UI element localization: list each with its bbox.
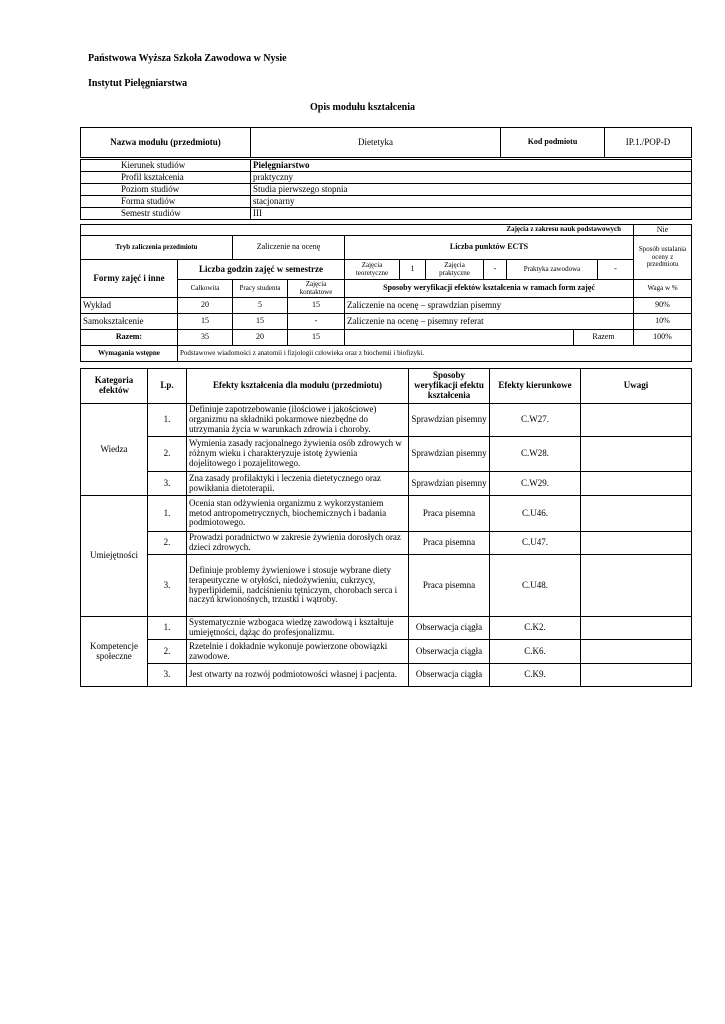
- col-contact-label: Zajęcia kontaktowe: [288, 280, 345, 298]
- module-name-label: Nazwa modułu (przedmiotu): [81, 128, 251, 158]
- effect-directional: C.U46.: [490, 496, 581, 532]
- effect-lp: 2.: [148, 640, 187, 664]
- effect-text: Wymienia zasady racjonalnego żywienia osób zdrowych w różnym wieku i charakteryzuje istotę żywienia dojelitowego i pozajelitowego.: [187, 437, 409, 472]
- effect-directional: C.W29.: [490, 472, 581, 496]
- info-label: Profil kształcenia: [81, 172, 251, 184]
- category-skills: Umiejętności: [81, 496, 148, 617]
- effect-verify: Praca pisemna: [409, 532, 490, 555]
- form-student: 15: [233, 314, 288, 330]
- module-name-value: Dietetyka: [251, 128, 501, 158]
- effect-directional: C.K9.: [490, 664, 581, 687]
- effect-notes: [581, 437, 692, 472]
- effect-notes: [581, 532, 692, 555]
- effect-text: Rzetelnie i dokładnie wykonuje powierzone obowiązki zawodowe.: [187, 640, 409, 664]
- form-weight: 10%: [634, 314, 692, 330]
- total-label: Razem:: [81, 330, 178, 346]
- effect-verify: Obserwacja ciągła: [409, 640, 490, 664]
- form-name: Wykład: [81, 298, 178, 314]
- weight-label: Waga w %: [634, 280, 692, 298]
- internship-value: -: [598, 260, 634, 280]
- info-label: Semestr studiów: [81, 208, 251, 220]
- basic-sciences-value: Nie: [634, 225, 692, 236]
- info-label: Kierunek studiów: [81, 160, 251, 172]
- effect-text: Prowadzi poradnictwo w zakresie żywienia dorosłych oraz dzieci zdrowych.: [187, 532, 409, 555]
- col-student-label: Pracy studenta: [233, 280, 288, 298]
- effect-lp: 3.: [148, 472, 187, 496]
- info-value: Studia pierwszego stopnia: [251, 184, 692, 196]
- effect-directional: C.W27.: [490, 404, 581, 437]
- assessment-mode-label: Tryb zaliczenia przedmiotu: [81, 236, 233, 260]
- form-method: Zaliczenie na ocenę – sprawdzian pisemny: [345, 298, 634, 314]
- effect-directional: C.U47.: [490, 532, 581, 555]
- effect-notes: [581, 404, 692, 437]
- effect-verify: Sprawdzian pisemny: [409, 404, 490, 437]
- module-table: [80, 127, 692, 158]
- forms-table: [80, 224, 692, 362]
- effect-directional: C.W28.: [490, 437, 581, 472]
- effect-directional: C.U48.: [490, 555, 581, 617]
- effect-verify: Sprawdzian pisemny: [409, 472, 490, 496]
- effect-directional: C.K2.: [490, 617, 581, 640]
- ects-label: Liczba punktów ECTS: [345, 236, 634, 260]
- form-contact: -: [288, 314, 345, 330]
- effect-notes: [581, 555, 692, 617]
- info-value: praktyczny: [251, 172, 692, 184]
- form-total: 15: [178, 314, 233, 330]
- effect-directional: C.K6.: [490, 640, 581, 664]
- effect-notes: [581, 496, 692, 532]
- effect-text: Ocenia stan odżywienia organizmu z wykorzystaniem metod antropometrycznych, biochemicznych i badania podmiotowego.: [187, 496, 409, 532]
- form-student: 5: [233, 298, 288, 314]
- effect-text: Definiuje zapotrzebowanie (ilościowe i jakościowe) organizmu na składniki pokarmowe niezbędne do utrzymania życia w warunkach zdrowia i choroby.: [187, 404, 409, 437]
- effect-lp: 1.: [148, 496, 187, 532]
- info-value: III: [251, 208, 692, 220]
- school-name: Państwowa Wyższa Szkoła Zawodowa w Nysie: [88, 53, 287, 64]
- theory-label: Zajęcia teoretyczne: [345, 260, 400, 280]
- module-code-value: IP.1./POP-D: [605, 128, 692, 158]
- form-method: Zaliczenie na ocenę – pisemny referat: [345, 314, 634, 330]
- effect-lp: 1.: [148, 404, 187, 437]
- total-contact: 15: [288, 330, 345, 346]
- effects-header-effects: Efekty kształcenia dla modułu (przedmiotu): [187, 369, 409, 404]
- total-label-2: Razem: [574, 330, 634, 346]
- effect-verify: Sprawdzian pisemny: [409, 437, 490, 472]
- hours-label: Liczba godzin zajęć w semestrze: [178, 260, 345, 280]
- verify-methods-label: Sposoby weryfikacji efektów kształcenia w ramach form zajęć: [345, 280, 634, 298]
- module-code-label: Kod podmiotu: [501, 128, 605, 158]
- info-label: Poziom studiów: [81, 184, 251, 196]
- effect-lp: 3.: [148, 555, 187, 617]
- total-student: 20: [233, 330, 288, 346]
- effect-notes: [581, 617, 692, 640]
- effect-text: Systematycznie wzbogaca wiedzę zawodową i kształtuje umiejętności, dążąc do profesjonalizmu.: [187, 617, 409, 640]
- total-weight: 100%: [634, 330, 692, 346]
- effect-notes: [581, 472, 692, 496]
- theory-value: 1: [400, 260, 426, 280]
- grading-method-label: Sposób ustalania oceny z przedmiotu: [634, 236, 692, 280]
- info-value: stacjonarny: [251, 196, 692, 208]
- effect-verify: Praca pisemna: [409, 555, 490, 617]
- effect-verify: Obserwacja ciągła: [409, 617, 490, 640]
- basic-sciences-label: Zajęcia z zakresu nauk podstawowych: [81, 225, 634, 236]
- form-name: Samokształcenie: [81, 314, 178, 330]
- form-contact: 15: [288, 298, 345, 314]
- info-label: Forma studiów: [81, 196, 251, 208]
- total-hours: 35: [178, 330, 233, 346]
- institute-name: Instytut Pielęgniarstwa: [88, 78, 188, 89]
- effects-table: [80, 368, 692, 687]
- effect-notes: [581, 640, 692, 664]
- document-title: Opis modułu kształcenia: [309, 102, 416, 113]
- effect-text: Jest otwarty na rozwój podmiotowości własnej i pacjenta.: [187, 664, 409, 687]
- effects-header-notes: Uwagi: [581, 369, 692, 404]
- forms-label: Formy zajęć i inne: [81, 260, 178, 298]
- effects-header-lp: Lp.: [148, 369, 187, 404]
- effect-lp: 3.: [148, 664, 187, 687]
- study-info-table: [80, 159, 692, 220]
- prerequisites-label: Wymagania wstępne: [81, 346, 178, 362]
- effect-notes: [581, 664, 692, 687]
- effect-verify: Praca pisemna: [409, 496, 490, 532]
- category-competences: Kompetencje społeczne: [81, 617, 148, 687]
- assessment-mode-value: Zaliczenie na ocenę: [233, 236, 345, 260]
- internship-label: Praktyka zawodowa: [507, 260, 598, 280]
- col-total-label: Całkowita: [178, 280, 233, 298]
- effect-lp: 2.: [148, 437, 187, 472]
- effects-header-directional: Efekty kierunkowe: [490, 369, 581, 404]
- effect-text: Zna zasady profilaktyki i leczenia dietetycznego oraz powikłania dietoterapii.: [187, 472, 409, 496]
- effect-text: Definiuje problemy żywieniowe i stosuje wybrane diety terapeutyczne w otyłości, niedożywieniu, cukrzycy, hyperlipidemii, nadciśnieniu tętniczym, chorobach serca i naczyń krwionośnych, trzustki i wątroby.: [187, 555, 409, 617]
- effect-lp: 2.: [148, 532, 187, 555]
- info-value: Pielęgniarstwo: [251, 160, 692, 172]
- total-empty-cell: [345, 330, 574, 346]
- effects-header-verify: Sposoby weryfikacji efektu kształcenia: [409, 369, 490, 404]
- practical-value: -: [484, 260, 507, 280]
- effect-lp: 1.: [148, 617, 187, 640]
- effect-verify: Obserwacja ciągła: [409, 664, 490, 687]
- form-total: 20: [178, 298, 233, 314]
- prerequisites-value: Podstawowe wiadomości z anatomii i fizjologii człowieka oraz z biochemii i biofizyki.: [178, 346, 692, 362]
- practical-label: Zajęcia praktyczne: [426, 260, 484, 280]
- effects-header-category: Kategoria efektów: [81, 369, 148, 404]
- category-knowledge: Wiedza: [81, 404, 148, 496]
- form-weight: 90%: [634, 298, 692, 314]
